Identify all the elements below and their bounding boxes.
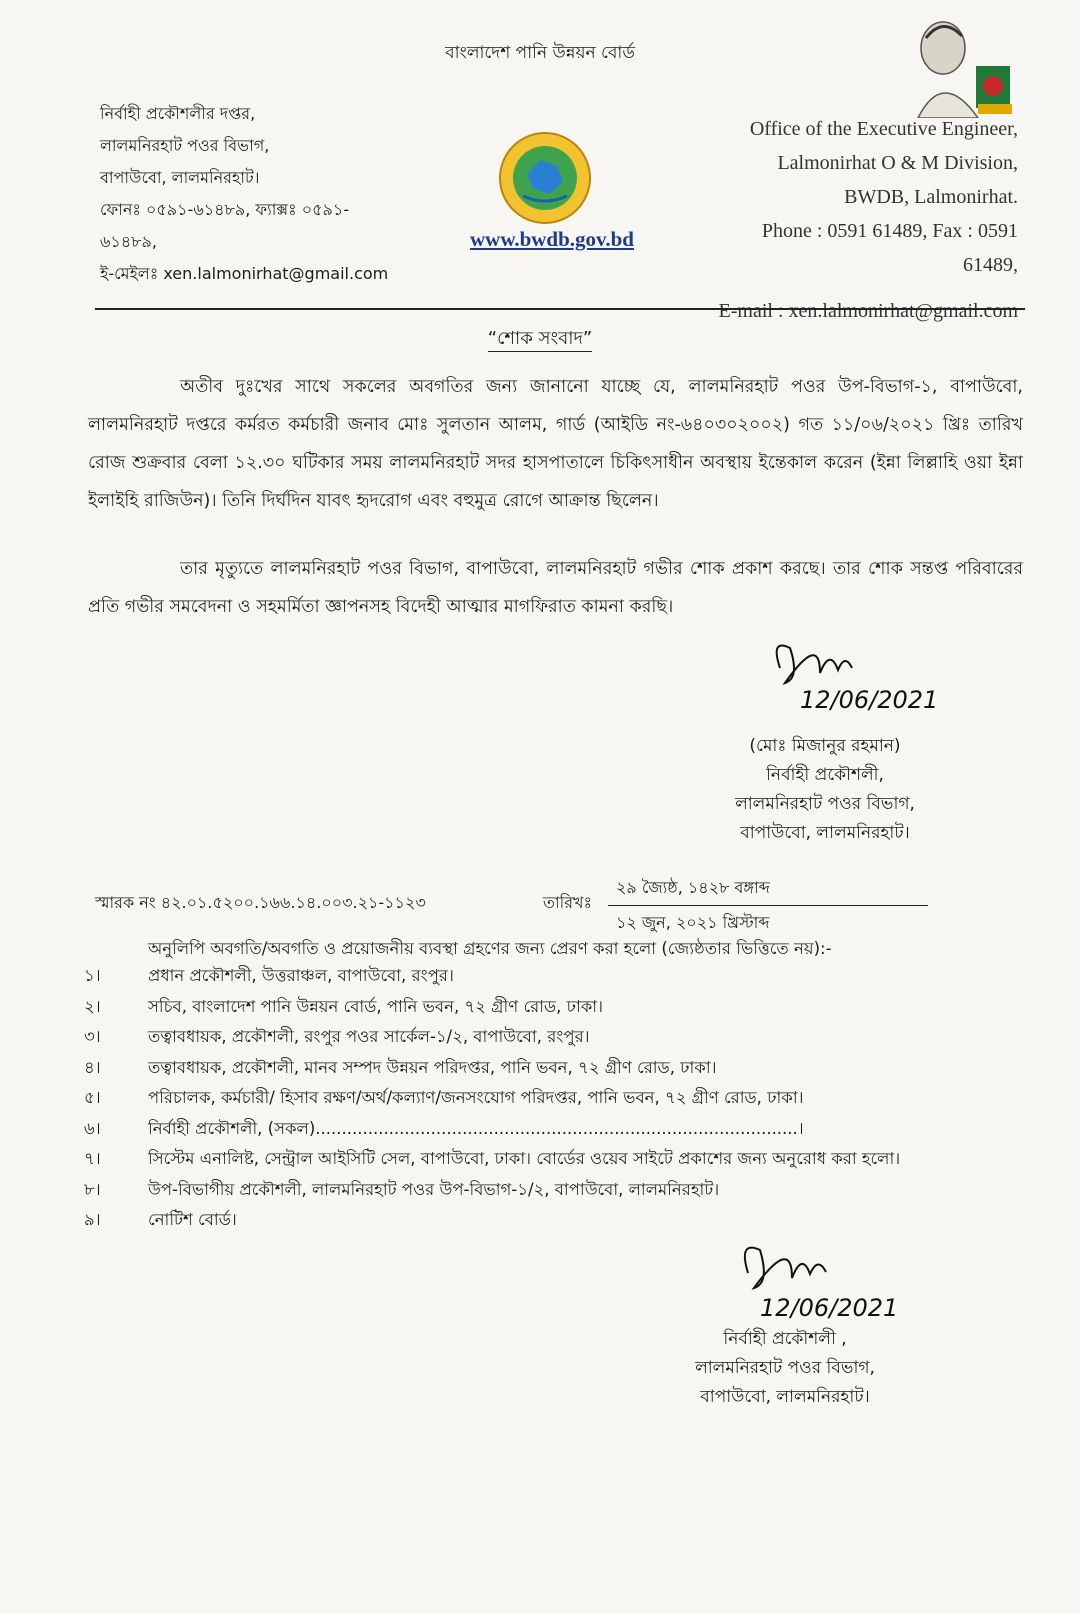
list-item: [84, 1116, 1034, 1147]
memo-number: স্মারক নং ৪২.০১.৫২০০.১৬৬.১৪.০০৩.২১-১১২৩: [95, 893, 426, 912]
website-link[interactable]: www.bwdb.gov.bd: [470, 227, 634, 251]
phone-fax-line: 61489,: [963, 254, 1018, 276]
list-item-text: উপ-বিভাগীয় প্রকৌশলী, লালমনিরহাট পওর উপ-বিভাগ-১/২, বাপাউবো, লালমনিরহাট।: [148, 1179, 720, 1199]
address-line: BWDB, Lalmonirhat.: [844, 186, 1018, 208]
notice-title: [0, 324, 1080, 355]
notice-title-text: “শোক সংবাদ”: [488, 328, 592, 352]
signatory-designation: নির্বাহী প্রকৌশলী ,: [723, 1329, 847, 1349]
list-item: [84, 1055, 1034, 1086]
list-item: [84, 1024, 1034, 1055]
email-line: ই-মেইলঃ xen.lalmonirhat@gmail.com: [100, 264, 389, 283]
list-item-number: ২।: [84, 996, 101, 1016]
date-gregorian: ১২ জুন, ২০২১ খ্রিস্টাব্দ: [616, 913, 770, 932]
signatory-name: (মোঃ মিজানুর রহমান): [749, 736, 901, 756]
list-item: [84, 994, 1034, 1025]
list-item-number: ৯।: [84, 1210, 101, 1229]
list-item-number: ১।: [84, 966, 101, 985]
list-item: [84, 1085, 1034, 1116]
portrait-icon: [898, 8, 1018, 118]
address-line: বাপাউবো, লালমনিরহাট।: [100, 168, 260, 187]
signatory-block-2: [660, 1325, 910, 1412]
date-label: তারিখঃ: [543, 893, 593, 912]
list-item-number: ৭।: [84, 1149, 101, 1168]
email-line: E-mail : xen.lalmonirhat@gmail.com: [718, 300, 1018, 322]
list-item: [84, 1177, 1034, 1208]
notice-paragraph-1: অতীব দুঃখের সাথে সকলের অবগতির জন্য জানানো যাচ্ছে যে, লালমনিরহাট পওর উপ-বিভাগ-১, বাপাউবো, লালমনিরহাট দপ্তরে কর্মরত কর্মচারী জনাব মোঃ সুলতান আলম, গার্ড (আইডি নং-৬৪০৩০২০০২) গত ১১/০৬/২০২১ খ্রিঃ তারিখ রোজ শুক্রবার বেলা ১২.৩০ ঘটিকার সময় লালমনিরহাট সদর হাসপাতালে চিকিৎসাধীন অবস্থায় ইন্তেকাল করেন (ইন্না লিল্লাহি ওয়া ইন্না ইলাইহি রাজিউন)। তিনি দির্ঘদিন যাবৎ হৃদরোগ এবং বহুমুত্র রোগে আক্রান্ত ছিলেন।: [88, 377, 1023, 511]
address-line: Lalmonirhat O & M Division,: [777, 152, 1018, 174]
list-item-text: তত্বাবধায়ক, প্রকৌশলী, মানব সম্পদ উন্নয়ন পরিদপ্তর, পানি ভবন, ৭২ গ্রীণ রোড, ঢাকা।: [148, 1057, 717, 1077]
header-divider: [95, 308, 1025, 310]
list-item-text: সচিব, বাংলাদেশ পানি উন্নয়ন বোর্ড, পানি ভবন, ৭২ গ্রীণ রোড, ঢাকা।: [148, 996, 603, 1016]
date-bengali-calendar: ২৯ জ্যৈষ্ঠ, ১৪২৮ বঙ্গাব্দ: [608, 875, 928, 906]
copy-to-list: [84, 963, 1034, 1238]
notice-paragraph-2: তার মৃত্যুতে লালমনিরহাট পওর বিভাগ, বাপাউবো, লালমনিরহাট গভীর শোক প্রকাশ করছে। তার শোক সন্তপ্ত পরিবারের প্রতি গভীর সমবেদনা ও সহমর্মিতা জ্ঞাপনসহ বিদেহী আত্মার মাগফিরাত কামনা করছি।: [88, 559, 1023, 617]
list-item-text: নোটিশ বোর্ড।: [148, 1210, 237, 1229]
phone-fax-line: ৬১৪৮৯,: [100, 232, 158, 251]
list-item: [84, 963, 1034, 994]
list-item-text: সিস্টেম এনালিষ্ট, সেন্ট্রাল আইসিটি সেল, বাপাউবো, ঢাকা। বোর্ডের ওয়েব সাইটে প্রকাশের জন্য অনুরোধ করা হলো।: [148, 1149, 901, 1168]
phone-fax-line: Phone : 0591 61489, Fax : 0591: [761, 220, 1018, 242]
list-item-number: ৬।: [84, 1118, 101, 1138]
signatory-location: বাপাউবো, লালমনিরহাট।: [740, 823, 910, 843]
signature-date: 12/06/2021: [760, 1294, 899, 1322]
bwdb-emblem-icon: [497, 130, 593, 226]
list-item-number: ৮।: [84, 1179, 101, 1199]
list-item: [84, 1146, 1034, 1177]
signatory-office: লালমনিরহাট পওর বিভাগ,: [695, 1358, 875, 1378]
signatory-office: লালমনিরহাট পওর বিভাগ,: [735, 794, 915, 814]
signatory-block-1: [700, 732, 950, 848]
list-item-text: নির্বাহী প্রকৌশলী, (সকল)............................................................................................।: [148, 1118, 804, 1138]
address-line: লালমনিরহাট পওর বিভাগ,: [100, 136, 270, 155]
list-item-text: তত্বাবধায়ক, প্রকৌশলী, রংপুর পওর সার্কেল-১/২, বাপাউবো, রংপুর।: [148, 1027, 590, 1046]
signature-1: [760, 628, 960, 718]
phone-fax-line: ফোনঃ ০৫৯১-৬১৪৮৯, ফ্যাক্সঃ ০৫৯১-: [100, 200, 350, 219]
list-item-number: ৪।: [84, 1057, 101, 1077]
address-line: Office of the Executive Engineer,: [749, 118, 1018, 140]
signatory-location: বাপাউবো, লালমনিরহাট।: [700, 1387, 870, 1407]
address-line: নির্বাহী প্রকৌশলীর দপ্তর,: [100, 104, 256, 123]
signature-2: [730, 1228, 940, 1328]
list-item-text: পরিচালক, কর্মচারী/ হিসাব রক্ষণ/অর্থ/কল্যাণ/জনসংযোগ পরিদপ্তর, পানি ভবন, ৭২ গ্রীণ রোড, ঢাকা।: [148, 1088, 804, 1107]
organization-name: বাংলাদেশ পানি উন্নয়ন বোর্ড: [445, 43, 635, 63]
signatory-designation: নির্বাহী প্রকৌশলী,: [766, 765, 884, 785]
list-item-number: ৩।: [84, 1027, 101, 1046]
list-item-text: প্রধান প্রকৌশলী, উত্তরাঞ্চল, বাপাউবো, রংপুর।: [148, 966, 454, 985]
office-address-bangla: [100, 98, 420, 290]
copy-to-intro: অনুলিপি অবগতি/অবগতি ও প্রয়োজনীয় ব্যবস্থা গ্রহণের জন্য প্রেরণ করা হলো (জ্যেষ্ঠতার ভিত্তিতে নয়):-: [148, 939, 832, 958]
date-block: [608, 875, 928, 937]
list-item-number: ৫।: [84, 1088, 101, 1107]
signature-date: 12/06/2021: [800, 686, 939, 714]
office-address-english: [658, 112, 1018, 328]
